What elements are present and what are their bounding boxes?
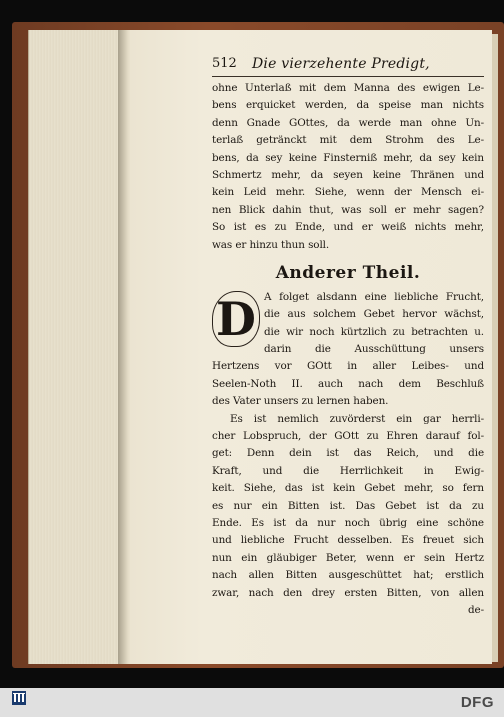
- decorated-initial: D: [212, 291, 260, 347]
- text-line: es nur ein Bitten ist. Das Gebet ist da zu: [212, 499, 484, 512]
- catchword: de-: [467, 603, 484, 616]
- text-line: bens erquicket werden, da speise man nichts: [212, 99, 484, 112]
- text-block-top: [212, 80, 484, 254]
- text-line: Seelen-Noth II. auch nach dem Beschluß: [212, 377, 484, 390]
- text-line: ohne Unterlaß mit dem Manna des ewigen Le-: [212, 82, 484, 94]
- section-heading: Anderer Theil.: [275, 262, 421, 283]
- text-line: Kraft, und die Herrlichkeit in Ewig-: [212, 464, 484, 477]
- text-line: des Vater unsers zu lernen haben.: [212, 395, 389, 408]
- text-line: darin die Ausschüttung unsers: [264, 343, 484, 356]
- text-line: nach allen Bitten ausgeschüttet hat; erstlich: [212, 569, 484, 582]
- text-line: kein Leid mehr. Siehe, wenn der Mensch ei-: [212, 186, 484, 199]
- book-page: [130, 30, 492, 664]
- library-logo-icon[interactable]: [6, 690, 32, 716]
- text-line: bens, da sey keine Finsterniß mehr, da sey kein: [212, 151, 484, 164]
- text-line: nen Blick dahin thut, was soll er mehr sagen?: [212, 203, 484, 216]
- text-block-body: [212, 358, 484, 619]
- text-line: zwar, nach den drey ersten Bitten, von allen: [212, 586, 484, 599]
- text-line: get: Denn dein ist das Reich, und die: [212, 447, 484, 460]
- initial-paragraph: [212, 289, 484, 359]
- dfg-logo[interactable]: DFG: [460, 694, 494, 711]
- viewer-footer: [0, 688, 504, 717]
- text-line: und liebliche Frucht desselben. Es freuet sich: [212, 534, 484, 547]
- running-header: [212, 56, 484, 77]
- text-line: cher Lobspruch, der GOtt zu Ehren darauf fol-: [212, 430, 484, 443]
- text-line: Es ist nemlich zuvörderst ein gar herrli-: [230, 412, 484, 425]
- text-line: was er hinzu thun soll.: [212, 238, 330, 251]
- text-line: A folget alsdann eine liebliche Frucht,: [264, 290, 484, 303]
- text-line: die wir noch kürtzlich zu betrachten u.: [264, 325, 484, 338]
- running-title: Die vierzehente Predigt,: [252, 56, 430, 72]
- text-line: nun ein gläubiger Beter, wenn er sein Hertz: [212, 551, 484, 564]
- text-line: die aus solchem Gebet hervor wächst,: [264, 308, 484, 321]
- text-line: Schmertz mehr, da seyen keine Thränen und: [212, 168, 484, 181]
- page-content: [212, 56, 484, 619]
- page-edges: [28, 30, 125, 664]
- text-line: Ende. Es ist da nur noch übrig eine schöne: [212, 516, 484, 529]
- text-line: terlaß getränckt mit dem Strohm des Le-: [212, 134, 484, 147]
- text-line: denn Gnade GOttes, da werde man ohne Un-: [212, 116, 484, 129]
- text-line: keit. Siehe, das ist kein Gebet mehr, so fern: [212, 482, 484, 495]
- page-number: 512: [212, 56, 237, 71]
- text-line: So ist es zu Ende, und er weiß nichts mehr,: [212, 221, 484, 234]
- text-line: Hertzens vor GOtt in aller Leibes- und: [212, 360, 484, 373]
